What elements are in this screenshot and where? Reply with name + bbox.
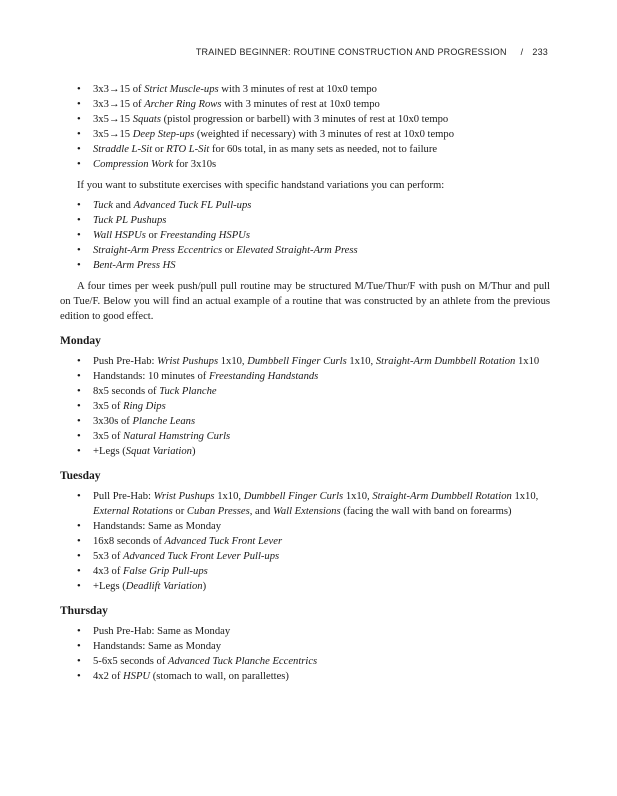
- list-item: [60, 82, 550, 97]
- exercise-name: Squat Variation: [125, 446, 192, 457]
- list-item: [60, 549, 550, 564]
- exercise-name: Wall HSPUs: [93, 230, 146, 241]
- handstand-variation-list: [60, 198, 550, 273]
- item-text: 1x10,: [218, 356, 248, 367]
- exercise-name: Tuck Planche: [159, 386, 217, 397]
- exercise-name: Advanced Tuck Planche Eccentrics: [168, 656, 318, 667]
- exercise-name: Straight-Arm Press Eccentrics: [93, 245, 223, 256]
- list-item: [60, 564, 550, 579]
- item-text: ): [191, 446, 196, 457]
- item-text: 1x10,: [346, 356, 376, 367]
- item-text: Push Pre-Hab: Same as Monday: [93, 626, 231, 637]
- list-item: [60, 97, 550, 112]
- exercise-name: Advanced Tuck FL Pull-ups: [133, 200, 252, 211]
- exercise-name: Advanced Tuck Front Lever Pull-ups: [123, 551, 280, 562]
- running-title: TRAINED BEGINNER: ROUTINE CONSTRUCTION AND PROGRESSION: [195, 47, 507, 57]
- list-item: [60, 258, 550, 273]
- list-item: [60, 579, 550, 594]
- item-text: (facing the wall with band on forearms): [340, 506, 512, 517]
- exercise-name: Wrist Pushups: [157, 356, 219, 367]
- exercise-name: Elevated Straight-Arm Press: [236, 245, 358, 256]
- day-exercise-list: [60, 489, 550, 594]
- exercise-name: Archer Ring Rows: [144, 99, 222, 110]
- item-text: 1x10,: [214, 491, 244, 502]
- item-text: for 3x10s: [173, 159, 217, 170]
- list-item: [60, 489, 550, 519]
- item-text: (pistol progression or barbell) with 3 minutes of rest at 10x0 tempo: [161, 114, 449, 125]
- day-heading: Thursday: [60, 605, 108, 617]
- list-item: [60, 624, 550, 639]
- exercise-name: Wrist Pushups: [153, 491, 215, 502]
- item-text: Handstands: 10 minutes of: [93, 371, 209, 382]
- list-item: [60, 157, 550, 172]
- exercise-name: Straight-Arm Dumbbell Rotation: [375, 356, 516, 367]
- exercise-name: Natural Hamstring Curls: [123, 431, 231, 442]
- item-text: +Legs (: [93, 581, 126, 592]
- exercise-name: Strict Muscle-ups: [144, 84, 219, 95]
- day-heading: Monday: [60, 335, 101, 347]
- item-text: 3x5→15: [93, 114, 133, 125]
- item-text: (stomach to wall, on parallettes): [150, 671, 289, 682]
- list-item: [60, 639, 550, 654]
- item-text: 5-6x5 seconds of: [93, 656, 169, 667]
- item-text: 3x5→15: [93, 129, 133, 140]
- exercise-name: Squats: [132, 114, 161, 125]
- item-text: 3x30s of: [93, 416, 133, 427]
- exercise-name: Deep Step-ups: [132, 129, 195, 140]
- item-text: 16x8 seconds of: [93, 536, 165, 547]
- list-item: [60, 127, 550, 142]
- item-text: for 60s total, in as many sets as needed, not to failure: [209, 144, 438, 155]
- running-header: [0, 47, 548, 57]
- exercise-name: RTO L-Sit: [166, 144, 210, 155]
- list-item: [60, 519, 550, 534]
- list-item: [60, 142, 550, 157]
- item-text: 1x10,: [511, 491, 539, 502]
- exercise-name: Straight-Arm Dumbbell Rotation: [372, 491, 512, 502]
- item-text: Handstands: Same as Monday: [93, 521, 221, 532]
- item-text: or: [222, 245, 237, 256]
- exercise-name: Cuban Presses: [186, 506, 250, 517]
- day-heading: Tuesday: [60, 470, 101, 482]
- item-text: 8x5 seconds of: [93, 386, 160, 397]
- item-text: Handstands: Same as Monday: [93, 641, 221, 652]
- item-text: Push Pre-Hab:: [93, 356, 158, 367]
- item-text: +Legs (: [93, 446, 126, 457]
- item-text: 3x3→15 of: [93, 84, 145, 95]
- item-text: with 3 minutes of rest at 10x0 tempo: [218, 84, 377, 95]
- exercise-name: Dumbbell Finger Curls: [247, 356, 347, 367]
- item-text: 3x5 of: [93, 431, 124, 442]
- list-item: [60, 112, 550, 127]
- day-exercise-list: [60, 624, 550, 684]
- list-item: [60, 654, 550, 669]
- list-item: [60, 228, 550, 243]
- item-text: or: [172, 506, 187, 517]
- item-text: 5x3 of: [93, 551, 124, 562]
- item-text: 4x3 of: [93, 566, 124, 577]
- list-item: [60, 354, 550, 369]
- page-number: 233: [532, 47, 548, 57]
- item-text: Pull Pre-Hab:: [93, 491, 154, 502]
- routine-days: [60, 334, 550, 684]
- list-item: [60, 369, 550, 384]
- item-text: , and: [249, 506, 273, 517]
- item-text: ): [202, 581, 207, 592]
- item-text: (weighted if necessary) with 3 minutes of rest at 10x0 tempo: [194, 129, 454, 140]
- list-item: [60, 213, 550, 228]
- exercise-name: Ring Dips: [123, 401, 166, 412]
- list-item: [60, 384, 550, 399]
- list-item: [60, 414, 550, 429]
- list-item: [60, 198, 550, 213]
- exercise-name: Tuck: [93, 200, 114, 211]
- list-item: [60, 444, 550, 459]
- list-item: [60, 399, 550, 414]
- exercise-name: External Rotations: [93, 506, 173, 517]
- item-text: 3x5 of: [93, 401, 124, 412]
- exercise-name: HSPU: [123, 671, 151, 682]
- item-text: with 3 minutes of rest at 10x0 tempo: [221, 99, 380, 110]
- item-text: or: [145, 230, 161, 241]
- exercise-name: Advanced Tuck Front Lever: [164, 536, 283, 547]
- exercise-name: Planche Leans: [132, 416, 196, 427]
- list-item: [60, 243, 550, 258]
- item-text: 1x10,: [343, 491, 373, 502]
- exercise-name: Dumbbell Finger Curls: [243, 491, 344, 502]
- item-text: or: [152, 144, 167, 155]
- exercise-name: Freestanding Handstands: [208, 371, 319, 382]
- item-text: 1x10: [515, 356, 540, 367]
- item-text: 4x2 of: [93, 671, 124, 682]
- exercise-name: Tuck PL Pushups: [93, 215, 167, 226]
- list-item: [60, 534, 550, 549]
- exercise-name: Freestanding HSPUs: [160, 230, 250, 241]
- substitute-intro: If you want to substitute exercises with specific handstand variations you can perform:: [77, 180, 445, 191]
- exercise-name: Wall Extensions: [273, 506, 341, 517]
- list-item: [60, 669, 550, 684]
- exercise-name: Deadlift Variation: [125, 581, 203, 592]
- item-text: 3x3→15 of: [93, 99, 145, 110]
- header-separator: /: [520, 47, 524, 57]
- day-exercise-list: [60, 354, 550, 459]
- page-body: [60, 82, 550, 684]
- strength-exercise-list: [60, 82, 550, 172]
- exercise-name: Compression Work: [93, 159, 174, 170]
- list-item: [60, 429, 550, 444]
- exercise-name: Straddle L-Sit: [93, 144, 153, 155]
- exercise-name: False Grip Pull-ups: [123, 566, 208, 577]
- item-text: and: [113, 200, 134, 211]
- routine-paragraph: A four times per week push/pull pull routine may be structured M/Tue/Thur/F with push on M/Thur and pull on Tue/F. Below you will find an actual example of a routine that was constructed by an athlete from the previous edition to good effect.: [60, 281, 550, 322]
- exercise-name: Bent-Arm Press HS: [93, 260, 176, 271]
